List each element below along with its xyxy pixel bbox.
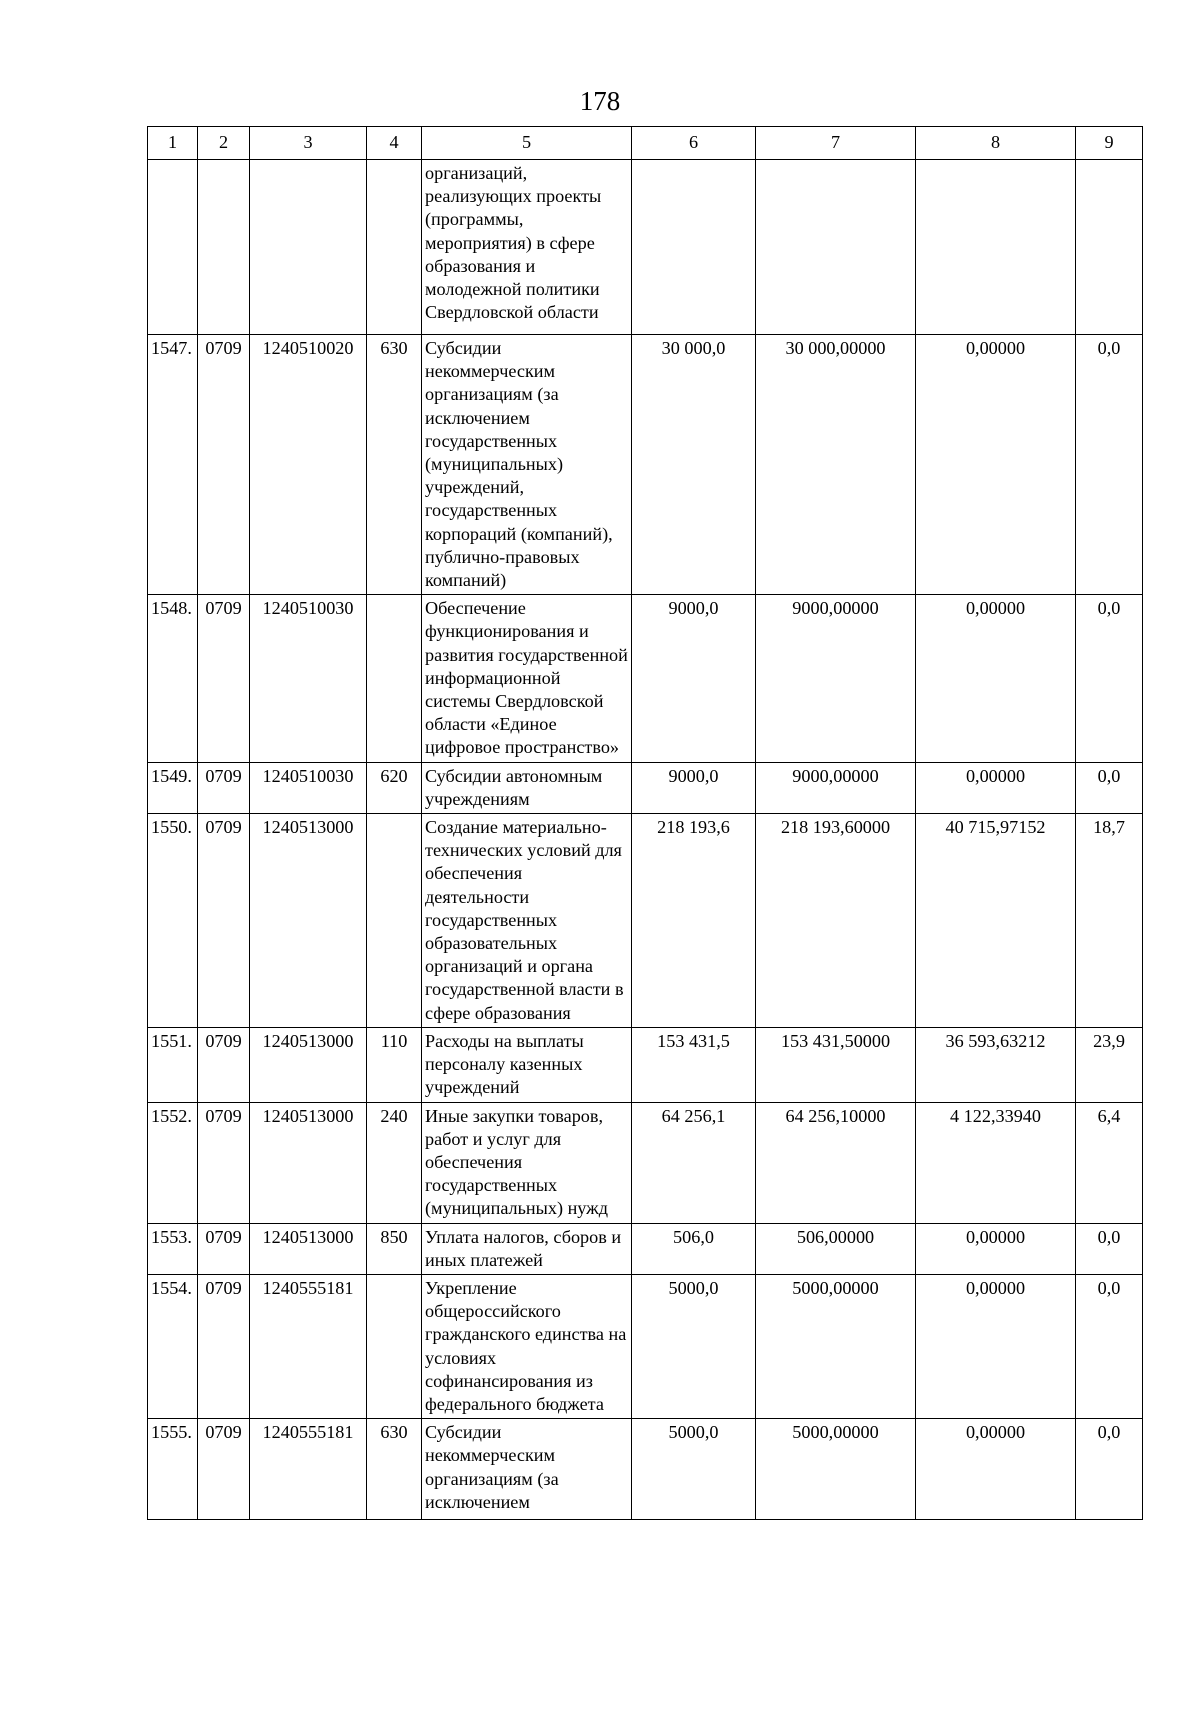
plan-amount: 5000,0 — [632, 1419, 756, 1520]
limits-amount: 218 193,60000 — [756, 814, 916, 1028]
column-header: 9 — [1076, 127, 1143, 160]
column-header: 3 — [250, 127, 367, 160]
item-name: Субсидии некоммерческим организациям (за исключением государственных (муниципальных) учреждений, государственных корпораций (компаний), публично-правовых компаний) — [422, 335, 632, 595]
target-code: 1240510030 — [250, 762, 367, 813]
limits-amount: 64 256,10000 — [756, 1102, 916, 1223]
plan-amount: 64 256,1 — [632, 1102, 756, 1223]
executed-amount: 40 715,97152 — [916, 814, 1076, 1028]
executed-amount: 0,00000 — [916, 335, 1076, 595]
executed-amount: 0,00000 — [916, 595, 1076, 762]
target-code: 1240513000 — [250, 814, 367, 1028]
limits-amount: 30 000,00000 — [756, 335, 916, 595]
limits-amount: 5000,00000 — [756, 1274, 916, 1418]
budget-table — [147, 126, 1143, 1520]
section-code: 0709 — [198, 1223, 250, 1274]
executed-amount: 0,00000 — [916, 1223, 1076, 1274]
plan-amount — [632, 160, 756, 335]
table-row — [148, 814, 1143, 1028]
executed-amount: 36 593,63212 — [916, 1027, 1076, 1102]
plan-amount: 9000,0 — [632, 595, 756, 762]
row-number — [148, 160, 198, 335]
table-row — [148, 595, 1143, 762]
execution-percent — [1076, 160, 1143, 335]
executed-amount: 0,00000 — [916, 1274, 1076, 1418]
column-header: 4 — [367, 127, 422, 160]
row-number: 1547. — [148, 335, 198, 595]
executed-amount: 0,00000 — [916, 762, 1076, 813]
plan-amount: 5000,0 — [632, 1274, 756, 1418]
target-code: 1240510020 — [250, 335, 367, 595]
target-code: 1240513000 — [250, 1102, 367, 1223]
column-header: 8 — [916, 127, 1076, 160]
row-number: 1548. — [148, 595, 198, 762]
table-header-row — [148, 127, 1143, 160]
execution-percent: 0,0 — [1076, 335, 1143, 595]
expense-type-code: 850 — [367, 1223, 422, 1274]
execution-percent: 0,0 — [1076, 595, 1143, 762]
table-row — [148, 1419, 1143, 1520]
section-code: 0709 — [198, 814, 250, 1028]
table-row — [148, 160, 1143, 335]
executed-amount: 0,00000 — [916, 1419, 1076, 1520]
item-name: Расходы на выплаты персоналу казенных учреждений — [422, 1027, 632, 1102]
expense-type-code — [367, 595, 422, 762]
table-row — [148, 1274, 1143, 1418]
section-code: 0709 — [198, 335, 250, 595]
item-name: Укрепление общероссийского гражданского единства на условиях софинансирования из федерального бюджета — [422, 1274, 632, 1418]
plan-amount: 153 431,5 — [632, 1027, 756, 1102]
section-code: 0709 — [198, 1027, 250, 1102]
table-row — [148, 1223, 1143, 1274]
row-number: 1555. — [148, 1419, 198, 1520]
execution-percent: 6,4 — [1076, 1102, 1143, 1223]
section-code: 0709 — [198, 1419, 250, 1520]
target-code: 1240513000 — [250, 1223, 367, 1274]
item-name: организаций, реализующих проекты (программы, мероприятия) в сфере образования и молодежной политики Свердловской области — [422, 160, 632, 335]
item-name: Создание материально-технических условий для обеспечения деятельности государственных образовательных организаций и органа государственной власти в сфере образования — [422, 814, 632, 1028]
target-code: 1240510030 — [250, 595, 367, 762]
section-code: 0709 — [198, 1102, 250, 1223]
section-code: 0709 — [198, 595, 250, 762]
execution-percent: 0,0 — [1076, 762, 1143, 813]
row-number: 1554. — [148, 1274, 198, 1418]
plan-amount: 30 000,0 — [632, 335, 756, 595]
section-code: 0709 — [198, 1274, 250, 1418]
table-row — [148, 762, 1143, 813]
plan-amount: 218 193,6 — [632, 814, 756, 1028]
row-number: 1549. — [148, 762, 198, 813]
expense-type-code — [367, 814, 422, 1028]
execution-percent: 0,0 — [1076, 1419, 1143, 1520]
row-number: 1550. — [148, 814, 198, 1028]
item-name: Обеспечение функционирования и развития государственной информационной системы Свердловской области «Единое цифровое пространство» — [422, 595, 632, 762]
expense-type-code: 110 — [367, 1027, 422, 1102]
limits-amount: 153 431,50000 — [756, 1027, 916, 1102]
target-code: 1240513000 — [250, 1027, 367, 1102]
column-header: 5 — [422, 127, 632, 160]
execution-percent: 18,7 — [1076, 814, 1143, 1028]
limits-amount: 5000,00000 — [756, 1419, 916, 1520]
column-header: 6 — [632, 127, 756, 160]
execution-percent: 0,0 — [1076, 1274, 1143, 1418]
plan-amount: 9000,0 — [632, 762, 756, 813]
table-row — [148, 335, 1143, 595]
expense-type-code: 240 — [367, 1102, 422, 1223]
item-name: Уплата налогов, сборов и иных платежей — [422, 1223, 632, 1274]
target-code: 1240555181 — [250, 1274, 367, 1418]
expense-type-code — [367, 160, 422, 335]
row-number: 1551. — [148, 1027, 198, 1102]
execution-percent: 0,0 — [1076, 1223, 1143, 1274]
executed-amount — [916, 160, 1076, 335]
executed-amount: 4 122,33940 — [916, 1102, 1076, 1223]
target-code: 1240555181 — [250, 1419, 367, 1520]
expense-type-code: 630 — [367, 1419, 422, 1520]
column-header: 1 — [148, 127, 198, 160]
item-name: Субсидии некоммерческим организациям (за исключением — [422, 1419, 632, 1520]
execution-percent: 23,9 — [1076, 1027, 1143, 1102]
limits-amount: 9000,00000 — [756, 762, 916, 813]
target-code — [250, 160, 367, 335]
limits-amount: 9000,00000 — [756, 595, 916, 762]
plan-amount: 506,0 — [632, 1223, 756, 1274]
expense-type-code: 620 — [367, 762, 422, 813]
row-number: 1552. — [148, 1102, 198, 1223]
column-header: 2 — [198, 127, 250, 160]
expense-type-code: 630 — [367, 335, 422, 595]
limits-amount — [756, 160, 916, 335]
table-row — [148, 1027, 1143, 1102]
item-name: Иные закупки товаров, работ и услуг для обеспечения государственных (муниципальных) нужд — [422, 1102, 632, 1223]
limits-amount: 506,00000 — [756, 1223, 916, 1274]
section-code: 0709 — [198, 762, 250, 813]
table-row — [148, 1102, 1143, 1223]
page-number: 178 — [579, 86, 621, 116]
column-header: 7 — [756, 127, 916, 160]
section-code — [198, 160, 250, 335]
row-number: 1553. — [148, 1223, 198, 1274]
expense-type-code — [367, 1274, 422, 1418]
item-name: Субсидии автономным учреждениям — [422, 762, 632, 813]
